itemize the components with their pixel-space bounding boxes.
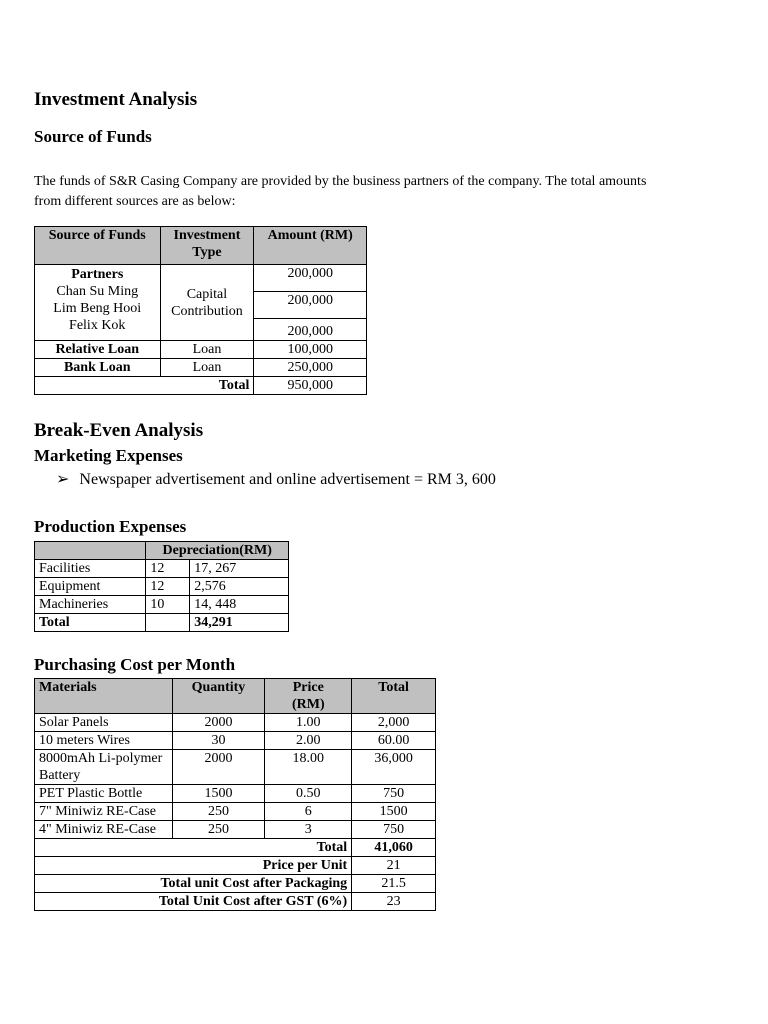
summary-label: Total unit Cost after Packaging: [35, 875, 352, 893]
production-total-label: Total: [35, 614, 146, 632]
break-even-heading: Break-Even Analysis: [34, 420, 204, 441]
col-header-quantity: Quantity: [172, 679, 265, 714]
purchasing-heading: Purchasing Cost per Month: [34, 655, 236, 674]
production-years: 12: [146, 578, 190, 596]
source-of-funds-table: [34, 226, 367, 395]
funds-total-amount: 950,000: [254, 377, 367, 395]
partners-cell: [35, 265, 161, 341]
intro-paragraph: [34, 172, 734, 212]
material-name: 4" Miniwiz RE-Case: [35, 821, 173, 839]
col-header-price: Price (RM): [265, 679, 352, 714]
material-name: PET Plastic Bottle: [35, 785, 173, 803]
col-header-total: Total: [352, 679, 436, 714]
marketing-bullet-item: [56, 469, 496, 489]
production-value: 2,576: [190, 578, 289, 596]
material-total: 750: [352, 821, 436, 839]
material-price: 0.50: [265, 785, 352, 803]
production-years: 10: [146, 596, 190, 614]
production-years: 12: [146, 560, 190, 578]
intro-line-2: from different sources are as below:: [34, 194, 236, 209]
purchasing-table: [34, 678, 436, 911]
material-quantity: 250: [172, 803, 265, 821]
relative-loan-label: Relative Loan: [35, 341, 161, 359]
marketing-item-text: Newspaper advertisement and online advertisement = RM 3, 600: [79, 471, 496, 488]
capital-contribution-cell: Capital Contribution: [160, 265, 254, 341]
material-price: 18.00: [265, 750, 352, 785]
production-value: 17, 267: [190, 560, 289, 578]
relative-loan-type: Loan: [160, 341, 254, 359]
material-price: 2.00: [265, 732, 352, 750]
partner-amount: 200,000: [254, 319, 367, 341]
col-header-materials: Materials: [35, 679, 173, 714]
summary-label: Price per Unit: [35, 857, 352, 875]
summary-value: 23: [352, 893, 436, 911]
material-name: 7" Miniwiz RE-Case: [35, 803, 173, 821]
bullet-arrow-icon: ➢: [56, 471, 70, 488]
partner-name: Lim Beng Hooi: [53, 301, 142, 316]
page-title: Investment Analysis: [34, 89, 198, 110]
material-total: 750: [352, 785, 436, 803]
blank-header: [35, 542, 146, 560]
bank-loan-amount: 250,000: [254, 359, 367, 377]
partner-name: Chan Su Ming: [56, 284, 139, 299]
material-total: 1500: [352, 803, 436, 821]
production-name: Facilities: [35, 560, 146, 578]
material-quantity: 2000: [172, 750, 265, 785]
material-quantity: 2000: [172, 714, 265, 732]
production-table: [34, 541, 289, 632]
partner-amount: 200,000: [254, 265, 367, 292]
summary-value: 21: [352, 857, 436, 875]
material-quantity: 30: [172, 732, 265, 750]
depreciation-header: Depreciation(RM): [146, 542, 289, 560]
summary-value: 41,060: [352, 839, 436, 857]
production-total-blank: [146, 614, 190, 632]
partners-label: Partners: [71, 267, 124, 282]
production-name: Machineries: [35, 596, 146, 614]
material-price: 3: [265, 821, 352, 839]
relative-loan-amount: 100,000: [254, 341, 367, 359]
material-price: 1.00: [265, 714, 352, 732]
partner-amount: 200,000: [254, 292, 367, 319]
bank-loan-type: Loan: [160, 359, 254, 377]
material-total: 60.00: [352, 732, 436, 750]
production-value: 14, 448: [190, 596, 289, 614]
intro-line-1: The funds of S&R Casing Company are provided by the business partners of the company. The total amounts: [34, 174, 647, 189]
material-total: 36,000: [352, 750, 436, 785]
material-name: Solar Panels: [35, 714, 173, 732]
material-quantity: 1500: [172, 785, 265, 803]
summary-label: Total: [35, 839, 352, 857]
material-price: 6: [265, 803, 352, 821]
production-heading: Production Expenses: [34, 517, 187, 536]
col-header-amount: Amount (RM): [254, 227, 367, 265]
partner-name: Felix Kok: [69, 318, 126, 333]
material-name: 10 meters Wires: [35, 732, 173, 750]
production-total-value: 34,291: [190, 614, 289, 632]
summary-label: Total Unit Cost after GST (6%): [35, 893, 352, 911]
bank-loan-label: Bank Loan: [35, 359, 161, 377]
col-header-source: Source of Funds: [35, 227, 161, 265]
production-name: Equipment: [35, 578, 146, 596]
source-of-funds-heading: Source of Funds: [34, 127, 152, 146]
material-name: 8000mAh Li-polymer Battery: [35, 750, 173, 785]
material-total: 2,000: [352, 714, 436, 732]
marketing-heading: Marketing Expenses: [34, 446, 183, 465]
summary-value: 21.5: [352, 875, 436, 893]
material-quantity: 250: [172, 821, 265, 839]
funds-total-label: Total: [35, 377, 254, 395]
col-header-investment-type: Investment Type: [160, 227, 254, 265]
